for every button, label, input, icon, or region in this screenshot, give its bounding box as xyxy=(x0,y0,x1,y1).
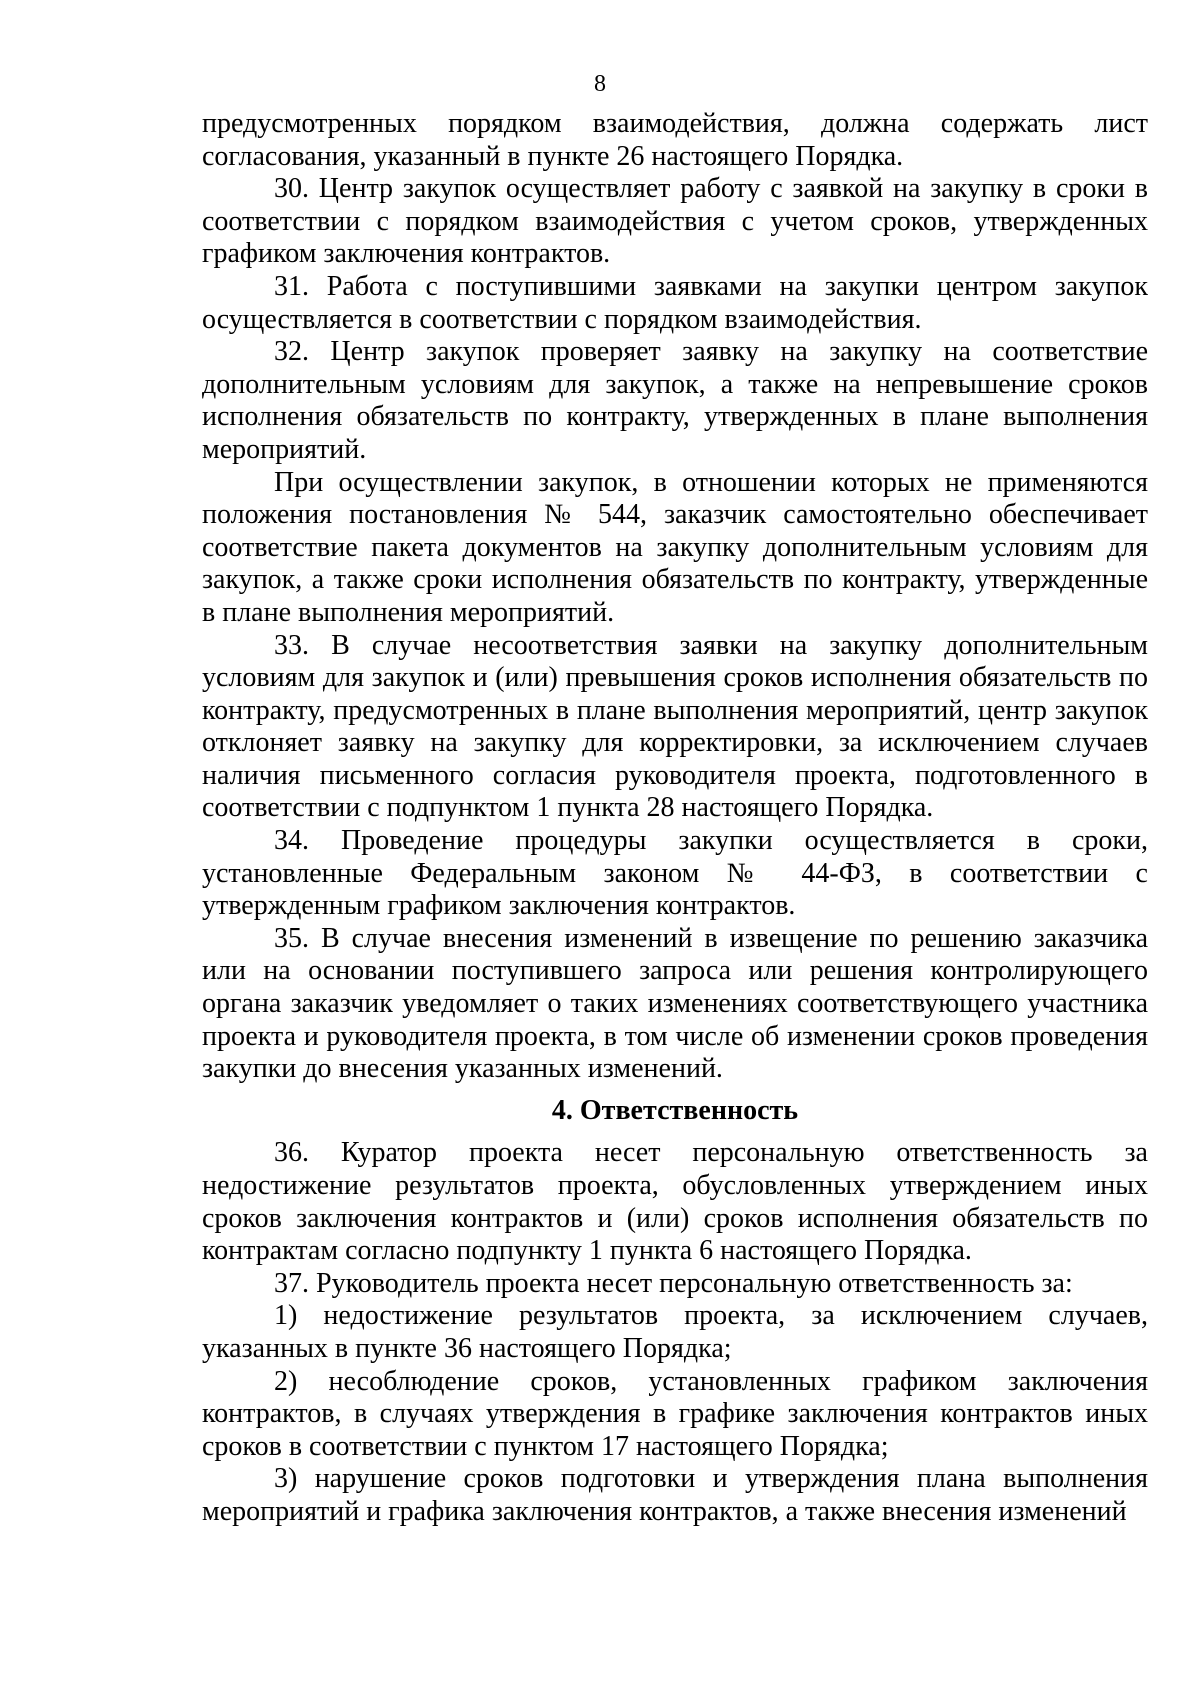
paragraph-32-note: При осуществлении закупок, в отношении которых не применяются положения постановления № 544, заказчик самостоятельно обеспечивает соответствие пакета документов на закупку дополнительным условиям для закупок, а также сроки исполнения обязательств по контракту, утвержденные в плане выполнения мероприятий. xyxy=(202,466,1148,628)
paragraph-32: 32. Центр закупок проверяет заявку на закупку на соответствие дополнительным условиям для закупок, а также на непревышение сроков исполнения обязательств по контракту, утвержденных в плане выполнения мероприятий. xyxy=(202,336,1148,465)
paragraph-31: 31. Работа с поступившими заявками на закупки центром закупок осуществляется в соответствии с порядком взаимодействия. xyxy=(202,270,1148,335)
document-body xyxy=(202,108,1148,1529)
paragraph-37-item-3: 3) нарушение сроков подготовки и утверждения плана выполнения мероприятий и графика заключения контрактов, а также внесения изменений xyxy=(202,1463,1148,1527)
paragraph-37: 37. Руководитель проекта несет персональную ответственность за: xyxy=(274,1267,1073,1299)
paragraph-30: 30. Центр закупок осуществляет работу с заявкой на закупку в сроки в соответствии с порядком взаимодействия с учетом сроков, утвержденных графиком заключения контрактов. xyxy=(202,173,1148,270)
section-heading: 4. Ответственность xyxy=(551,1094,799,1126)
paragraph-35: 35. В случае внесения изменений в извещение по решению заказчика или на основании поступившего запроса или решения контролирующего органа заказчик уведомляет о таких изменениях соответствующего участника проекта и руководителя проекта, в том числе об изменении сроков проведения закупки до внесения указанных изменений. xyxy=(202,922,1148,1085)
paragraph-continuation: предусмотренных порядком взаимодействия, должна содержать лист согласования, указанный в пункте 26 настоящего Порядка. xyxy=(202,108,1148,172)
paragraph-33: 33. В случае несоответствия заявки на закупку дополнительным условиям для закупок и (или) превышения сроков исполнения обязательств по контракту, предусмотренных в плане выполнения мероприятий, центр закупок отклоняет заявку на закупку для корректировки, за исключением случаев наличия письменного согласия руководителя проекта, подготовленного в соответствии с подпунктом 1 пункта 28 настоящего Порядка. xyxy=(202,629,1148,824)
paragraph-34: 34. Проведение процедуры закупки осуществляется в сроки, установленные Федеральным законом № 44-ФЗ, в соответствии с утвержденным графиком заключения контрактов. xyxy=(202,825,1148,922)
page-number: 8 xyxy=(594,71,606,97)
paragraph-37-item-2: 2) несоблюдение сроков, установленных графиком заключения контрактов, в случаях утверждения в графике заключения контрактов иных сроков в соответствии с пунктом 17 настоящего Порядка; xyxy=(202,1365,1148,1462)
paragraph-37-item-1: 1) недостижение результатов проекта, за исключением случаев, указанных в пункте 36 настоящего Порядка; xyxy=(202,1300,1148,1364)
paragraph-36: 36. Куратор проекта несет персональную ответственность за недостижение результатов проекта, обусловленных утверждением иных сроков заключения контрактов и (или) сроков исполнения обязательств по контрактам согласно подпункту 1 пункта 6 настоящего Порядка. xyxy=(202,1137,1148,1267)
